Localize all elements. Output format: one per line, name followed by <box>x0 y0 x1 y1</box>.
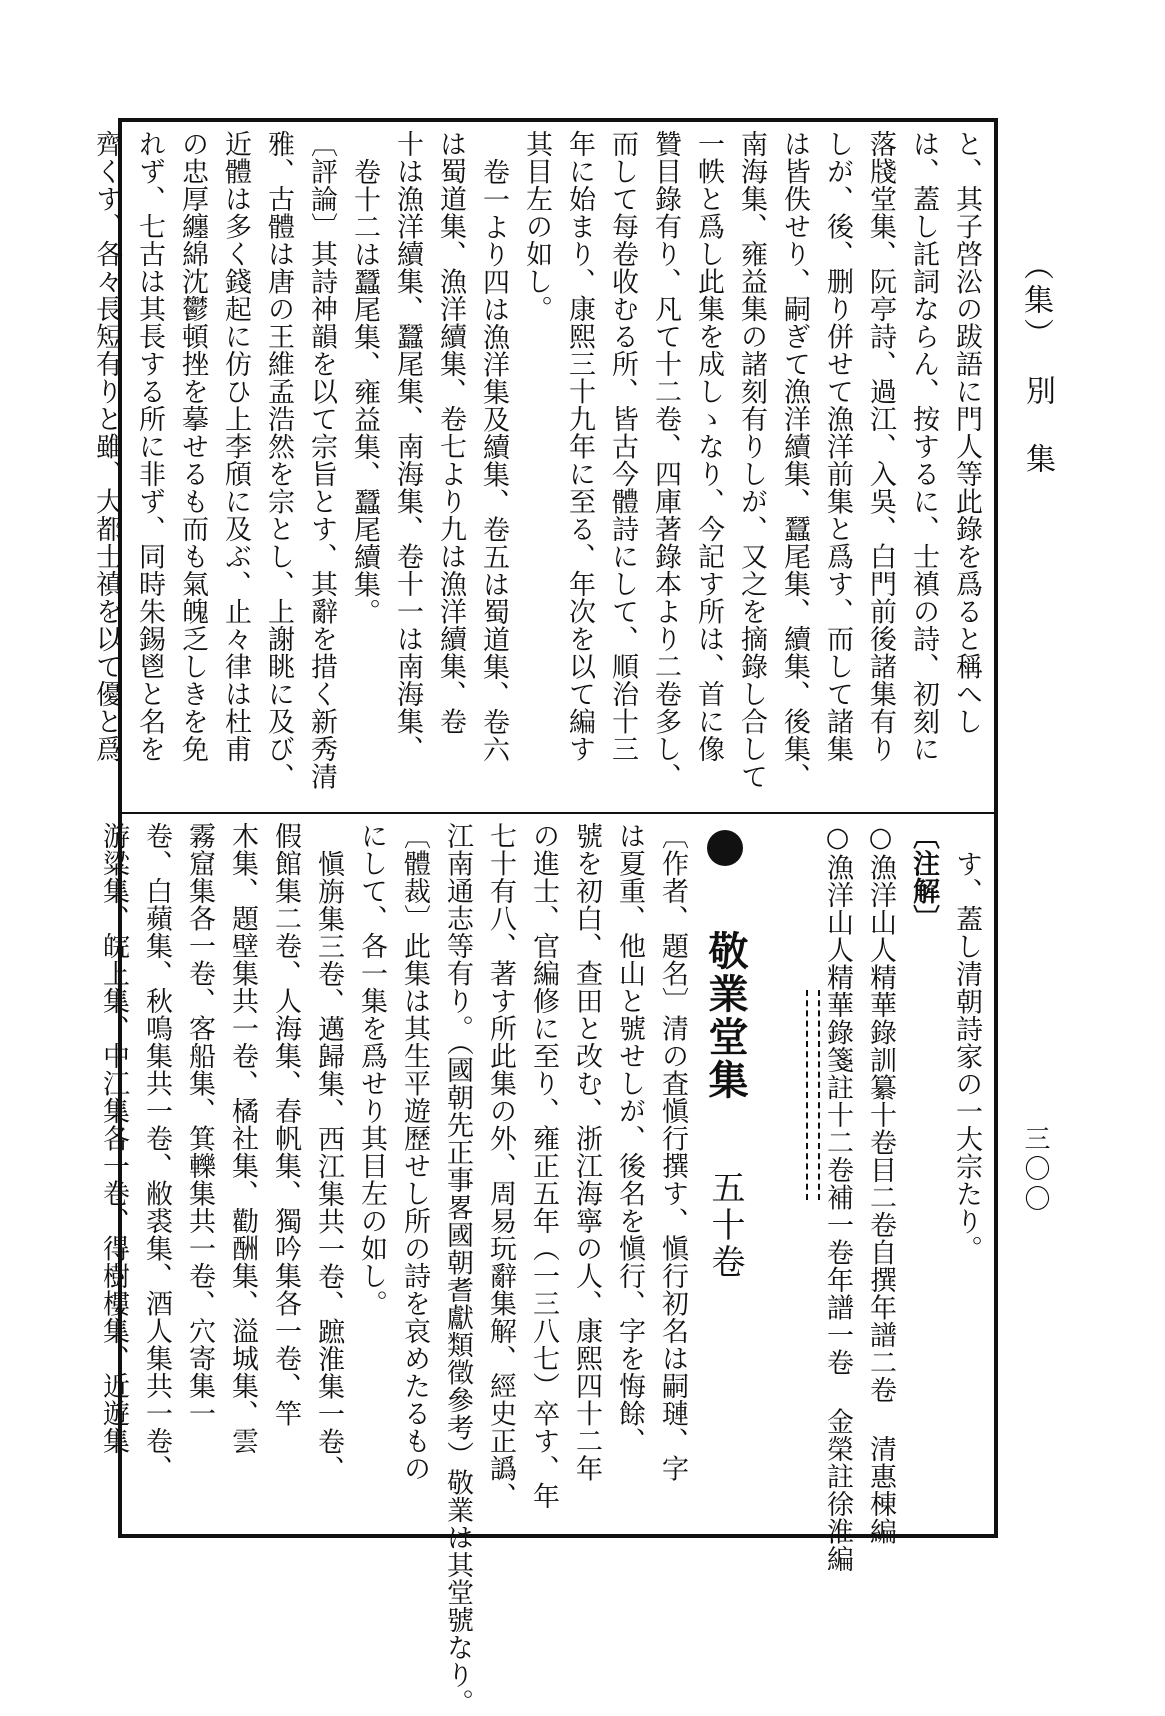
text-column: 〔評論〕其詩神韻を以て宗旨とす、其辭を措く新秀清 <box>306 130 337 790</box>
text-column: 七十有八、著す所此集の外、周易玩辭集解、經史正譌、 <box>485 822 516 1510</box>
work-title <box>694 822 756 1522</box>
text-column: 〔作者、題名〕清の査愼行撰す、愼行初名は嗣璉、字 <box>657 822 688 1482</box>
text-column: の進士、官編修に至り、雍正五年（一三八七）卒す、年 <box>528 822 559 1510</box>
text-column: 假館集二卷、人海集、春帆集、獨吟集各一卷、竿 <box>270 822 301 1427</box>
text-column: は、蓋し託詞ならん、按するに、士禛の詩、初刻に <box>908 130 939 763</box>
text-column: 齊くす、各々長短有りと雖、大都士禛を以て優と爲 <box>91 130 122 763</box>
header-subcategory: 別 集 <box>1020 375 1055 477</box>
text-column: 木集、題壁集共一卷、橘社集、勸酬集、溢城集、雲 <box>227 822 258 1455</box>
text-column: 十は漁洋續集、蠶尾集、南海集、卷十一は南海集、 <box>392 130 423 763</box>
page-number: 三〇〇 <box>1020 1125 1050 1215</box>
text-column: 一帙と爲し此集を成しゝなり、今記す所は、首に像 <box>693 130 724 763</box>
text-column: の忠厚纏綿沈鬱頓挫を摹せるも而も氣魄乏しきを免 <box>177 130 208 763</box>
text-column: 愼旃集三卷、邁歸集、西江集共一卷、蹠淮集一卷、 <box>313 850 344 1483</box>
dashed-rule <box>806 990 808 1200</box>
text-column: 卷、白蘋集、秋鳴集共一卷、敝裘集、酒人集共一卷、 <box>141 822 172 1482</box>
text-column: 霧窟集各一卷、客船集、箕轢集共一卷、穴寄集一 <box>184 822 215 1427</box>
text-column: 卷一より四は漁洋集及續集、卷五は蜀道集、卷六 <box>478 158 509 763</box>
bullet-icon <box>707 830 743 866</box>
bottom-section <box>98 822 988 1716</box>
text-column: 號を初白、查田と改む、浙江海寧の人、康熙四十二年 <box>571 822 602 1482</box>
text-column: 其目左の如し。 <box>521 130 552 323</box>
text-column: は蜀道集、漁洋續集、卷七より九は漁洋續集、卷 <box>435 130 466 735</box>
text-column: れず、七古は其長する所に非ず、同時朱錫鬯と名を <box>134 130 165 763</box>
work-title-name: 敬業堂集 <box>702 930 749 1102</box>
text-column: 年に始まり、康熙三十九年に至る、年次を以て編す <box>564 130 595 763</box>
text-column: しが、後、删り併せて漁洋前集と爲す、而して諸集 <box>822 130 853 763</box>
header-category: （集） <box>1018 250 1053 352</box>
text-column: 落牋堂集、阮亭詩、過江、入吳、白門前後諸集有り <box>865 130 896 763</box>
annotation-heading: 〔注解〕 <box>908 822 939 932</box>
text-column: にして、各一集を爲せり其目左の如し。 <box>356 822 387 1317</box>
text-column: は夏重、他山と號せしが、後名を愼行、字を悔餘、 <box>614 822 645 1455</box>
text-column: 南海集、雍益集の諸刻有りしが、又之を摘錄し合して <box>736 130 767 790</box>
text-column: 近體は多く錢起に仿ひ上李頎に及ぶ、止々律は杜甫 <box>220 130 251 763</box>
text-column: 〔體裁〕此集は其生平遊歷せし所の詩を哀めたるもの <box>399 822 430 1482</box>
text-column: 卷十二は蠶尾集、雍益集、蠶尾續集。 <box>349 158 380 626</box>
annotation-item: ○漁洋山人精華錄箋註十二卷補一卷年譜一卷 金榮註徐淮編 <box>822 822 853 1573</box>
text-column: と、其子啓㳂の跋語に門人等此錄を爲ると稱へし <box>951 130 982 735</box>
text-column: は皆佚せり、嗣ぎて漁洋續集、蠶尾集、續集、後集、 <box>779 130 810 790</box>
dashed-rule <box>818 990 820 1200</box>
text-column: 江南通志等有り。（國朝先正事畧國朝耆獻類徵參考）敬業は其堂號なり。 <box>442 822 473 1716</box>
text-column: 游粱集、皖上集、中江集各一卷、得樹樓集、近遊集 <box>98 822 129 1455</box>
text-column: 贊目錄有り、凡て十二卷、四庫著錄本より二卷多し、 <box>650 130 681 790</box>
text-column: 雅、古體は唐の王維孟浩然を宗とし、上謝眺に及び、 <box>263 130 294 790</box>
top-section <box>91 130 988 802</box>
text-column: す、蓋し清朝詩家の一大宗たり。 <box>951 850 982 1263</box>
work-title-count: 五十卷 <box>705 1170 745 1281</box>
annotation-item: ○漁洋山人精華錄訓纂十卷目二卷自撰年譜二卷 清惠棟編 <box>865 822 896 1545</box>
text-column: 而して每卷收むる所、皆古今體詩にして、順治十三 <box>607 130 638 763</box>
section-divider <box>122 812 994 814</box>
